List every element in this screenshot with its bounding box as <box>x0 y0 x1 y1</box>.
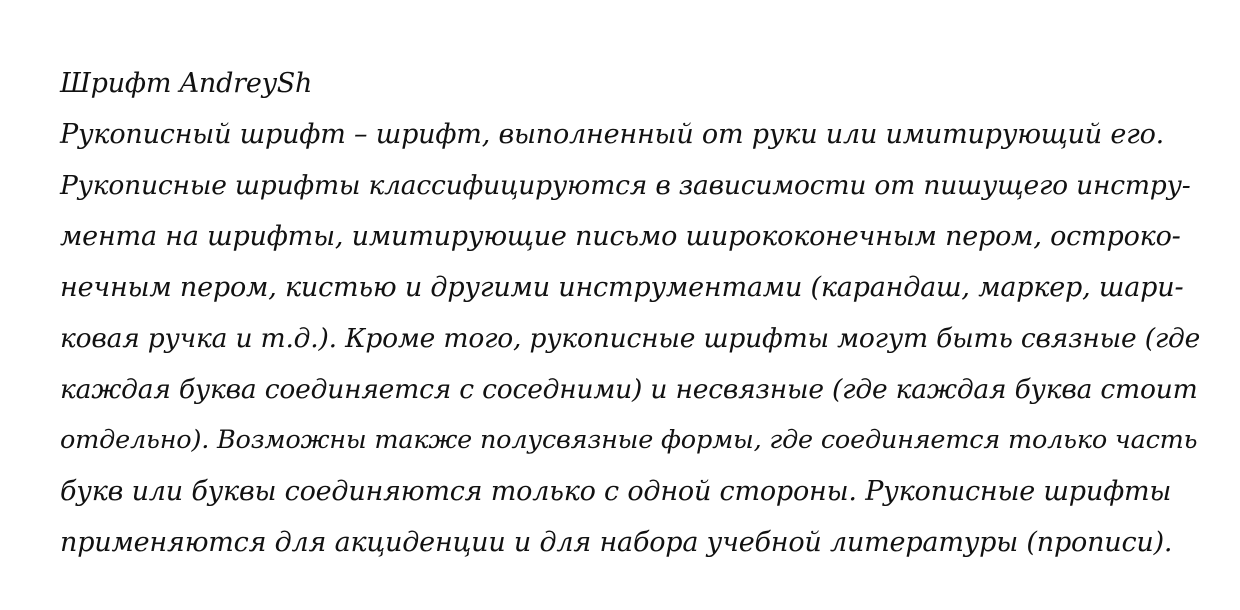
text-line: каждая буква соединяется с соседними) и несвязные (где каждая буква стоит <box>60 374 1198 405</box>
text-line: мента на шрифты, имитирующие письмо ширококонечным пером, остроко- <box>60 221 1181 252</box>
text-line: ковая ручка и т.д.). Кроме того, рукописные шрифты могут быть связные (где <box>60 323 1201 354</box>
text-line: букв или буквы соединяются только с одной стороны. Рукописные шрифты <box>60 476 1172 507</box>
font-title: Шрифт AndreySh <box>60 68 313 99</box>
text-line: отдельно). Возможны также полусвязные формы, где соединяется только часть <box>60 425 1198 455</box>
text-line: нечным пером, кистью и другими инструментами (карандаш, маркер, шари- <box>60 272 1184 303</box>
text-line: применяются для акциденции и для набора учебной литературы (прописи). <box>60 527 1173 558</box>
text-line: Рукописный шрифт – шрифт, выполненный от руки или имитирующий его. <box>60 119 1165 150</box>
text-line: Рукописные шрифты классифицируются в зависимости от пишущего инстру- <box>60 170 1191 201</box>
font-sample-text <box>60 58 1200 568</box>
